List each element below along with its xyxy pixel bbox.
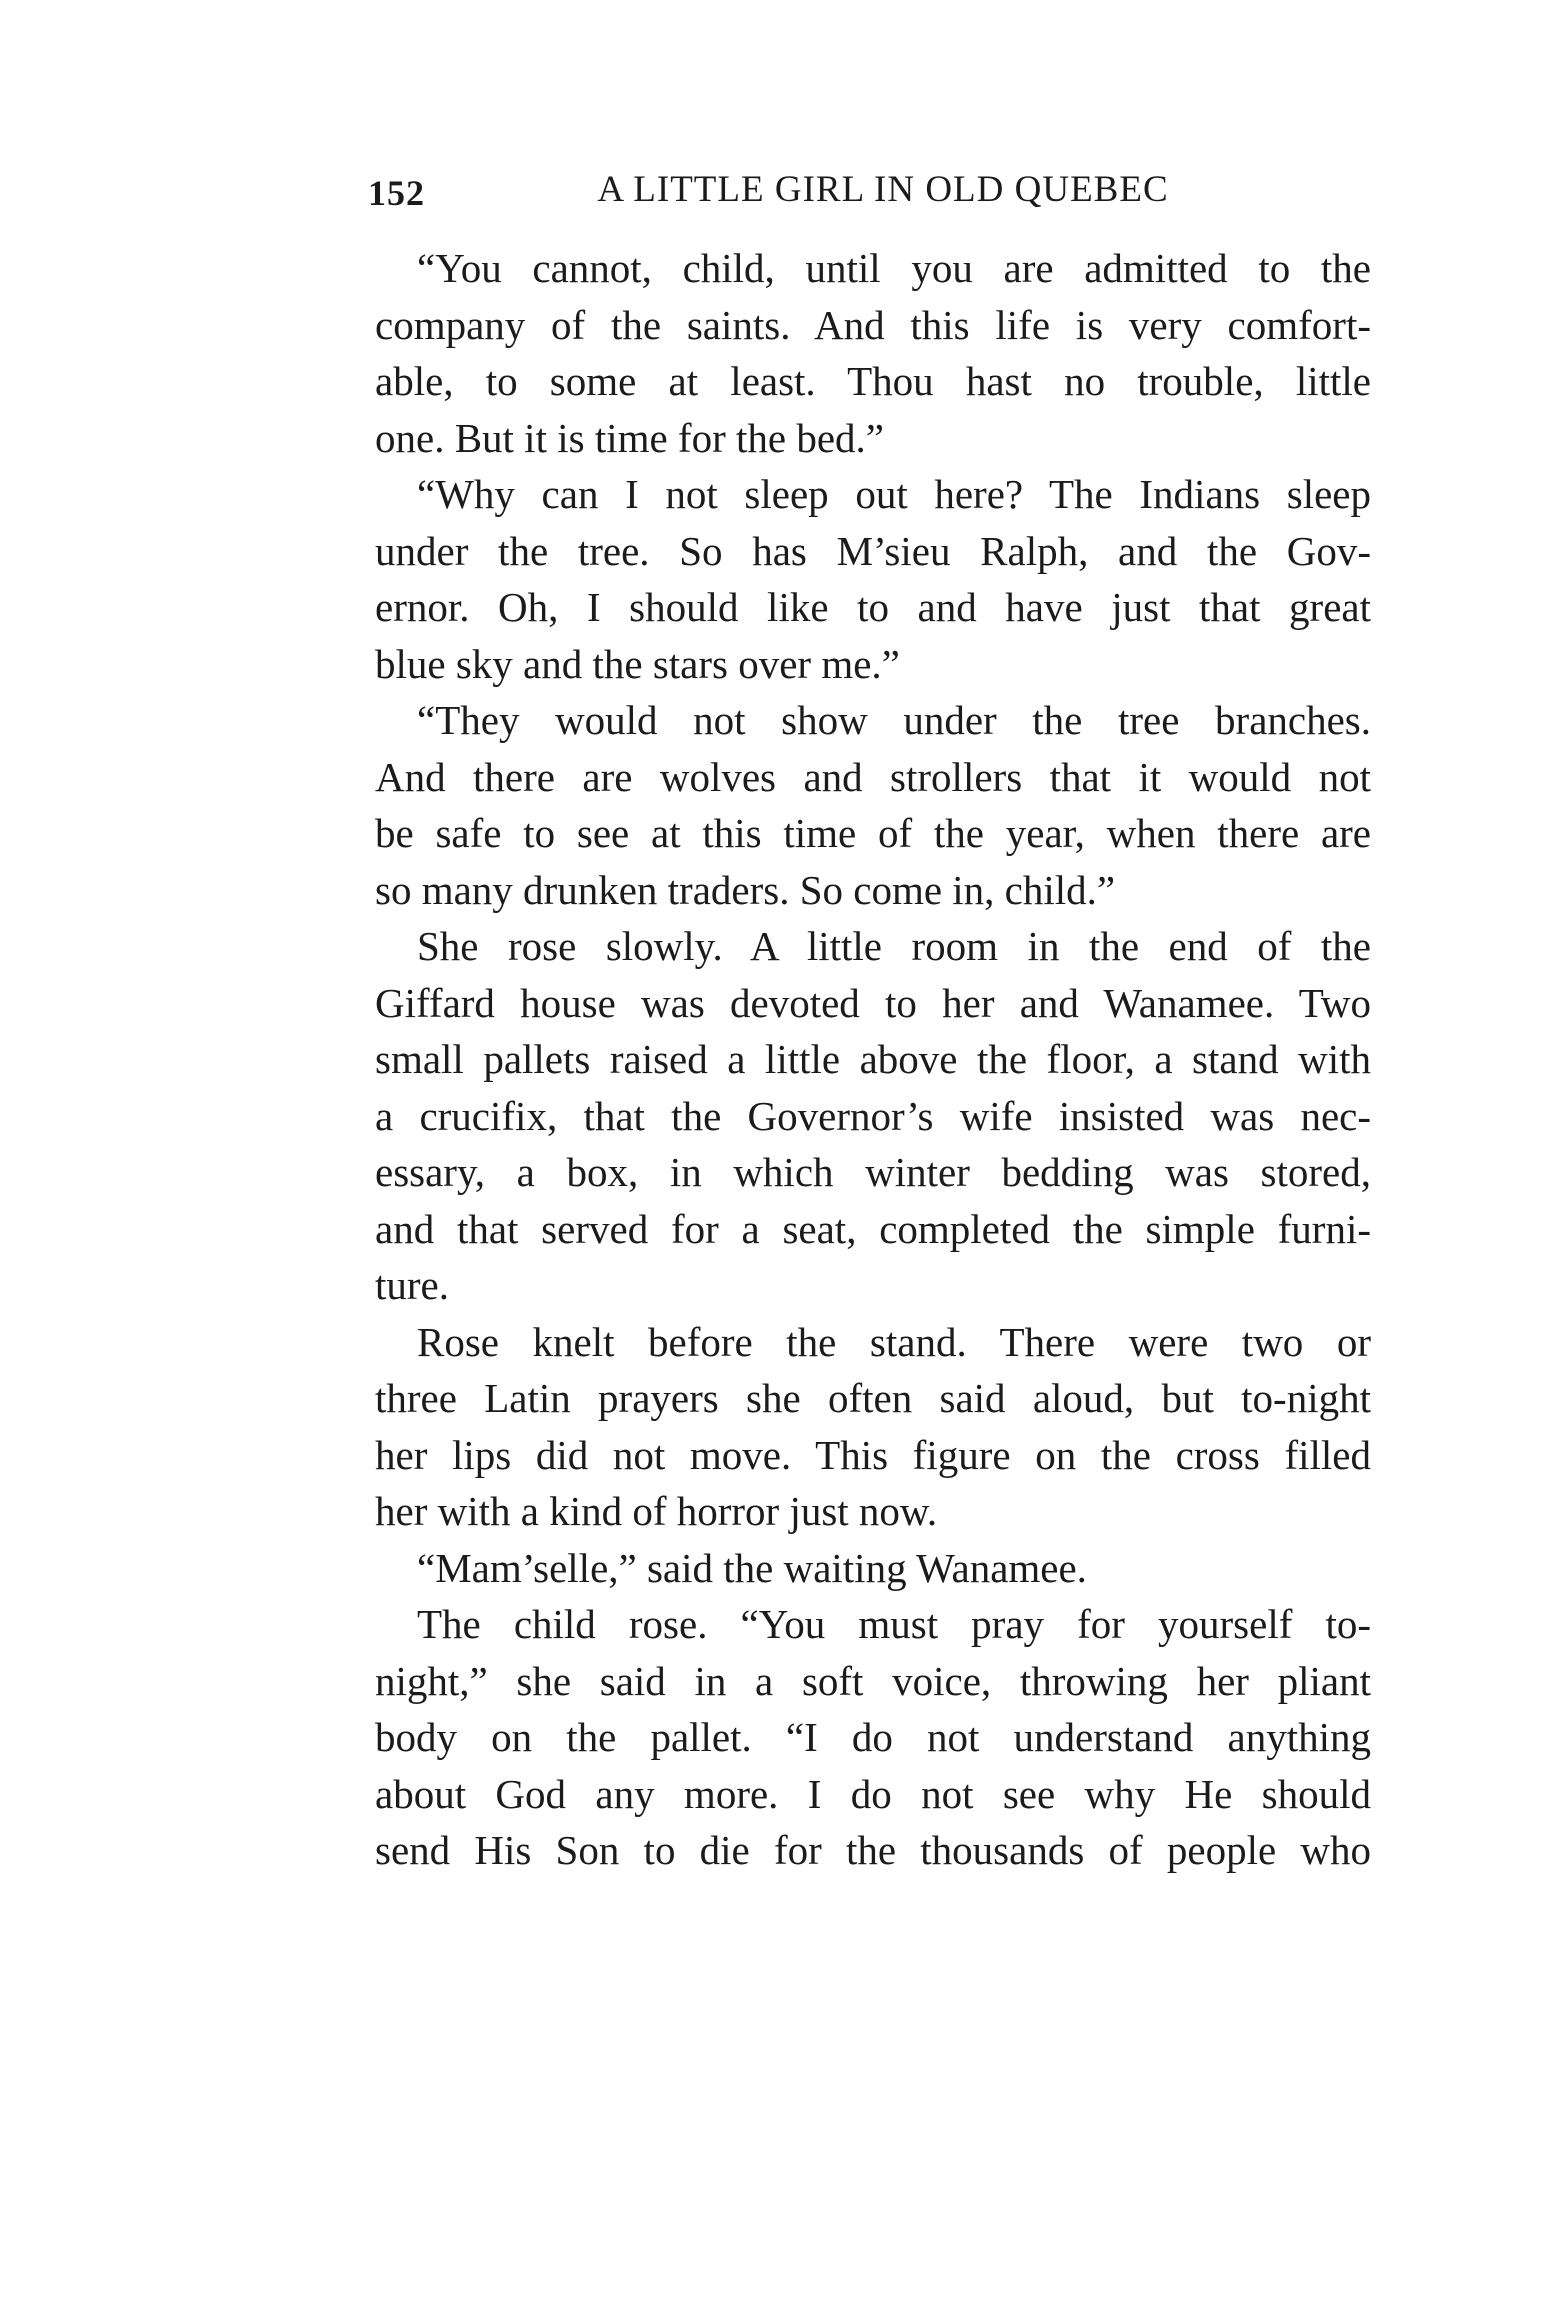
text-line: under the tree. So has M’sieu Ralph, and the Gov- — [375, 527, 1371, 574]
paragraph — [375, 466, 1371, 692]
paragraph — [375, 692, 1371, 918]
text-line: ernor. Oh, I should like to and have just that great — [375, 584, 1371, 630]
text-line: three Latin prayers she often said aloud, but to-night — [375, 1375, 1371, 1421]
text-line: She rose slowly. A little room in the end of the — [417, 923, 1371, 969]
text-line: so many drunken traders. So come in, child.” — [375, 866, 1116, 913]
text-line: about God any more. I do not see why He should — [375, 1770, 1371, 1817]
text-line: be safe to see at this time of the year, when there are — [375, 810, 1371, 856]
body-text — [375, 240, 1371, 1879]
text-line: The child rose. “You must pray for yourself to- — [417, 1601, 1371, 1647]
text-line: “Why can I not sleep out here? The Indians sleep — [417, 471, 1371, 517]
text-line: her with a kind of horror just now. — [375, 1488, 938, 1534]
text-line: a crucifix, that the Governor’s wife insisted was nec- — [375, 1092, 1371, 1139]
paragraph — [375, 1596, 1371, 1879]
paragraph — [375, 1314, 1371, 1540]
text-line: body on the pallet. “I do not understand anything — [375, 1714, 1371, 1760]
text-line: “You cannot, child, until you are admitted to the — [417, 245, 1371, 291]
text-line: and that served for a seat, completed the simple furni- — [375, 1205, 1371, 1252]
paragraph — [375, 1540, 1371, 1597]
text-line: “They would not show under the tree branches. — [417, 697, 1371, 743]
text-line: her lips did not move. This figure on the cross filled — [375, 1431, 1371, 1478]
text-line: Giffard house was devoted to her and Wanamee. Two — [375, 979, 1371, 1026]
text-line: ture. — [375, 1262, 449, 1308]
page-number: 152 — [368, 173, 425, 213]
text-line: night,” she said in a soft voice, throwing her pliant — [375, 1657, 1371, 1704]
text-line: Rose knelt before the stand. There were two or — [417, 1318, 1371, 1365]
text-line: company of the saints. And this life is very comfort- — [375, 301, 1371, 348]
text-line: able, to some at least. Thou hast no trouble, little — [375, 358, 1371, 404]
running-title: A LITTLE GIRL IN OLD QUEBEC — [597, 169, 1169, 210]
paragraph — [375, 240, 1371, 466]
running-head — [368, 168, 1378, 218]
text-line: small pallets raised a little above the floor, a stand with — [375, 1036, 1371, 1082]
text-line: And there are wolves and strollers that it would not — [375, 753, 1371, 800]
text-line: one. But it is time for the bed.” — [375, 414, 884, 461]
text-line: “Mam’selle,” said the waiting Wanamee. — [417, 1544, 1087, 1591]
text-line: send His Son to die for the thousands of people who — [375, 1827, 1371, 1873]
text-line: blue sky and the stars over me.” — [375, 640, 900, 687]
text-line: essary, a box, in which winter bedding was stored, — [375, 1149, 1371, 1195]
paragraph — [375, 918, 1371, 1314]
